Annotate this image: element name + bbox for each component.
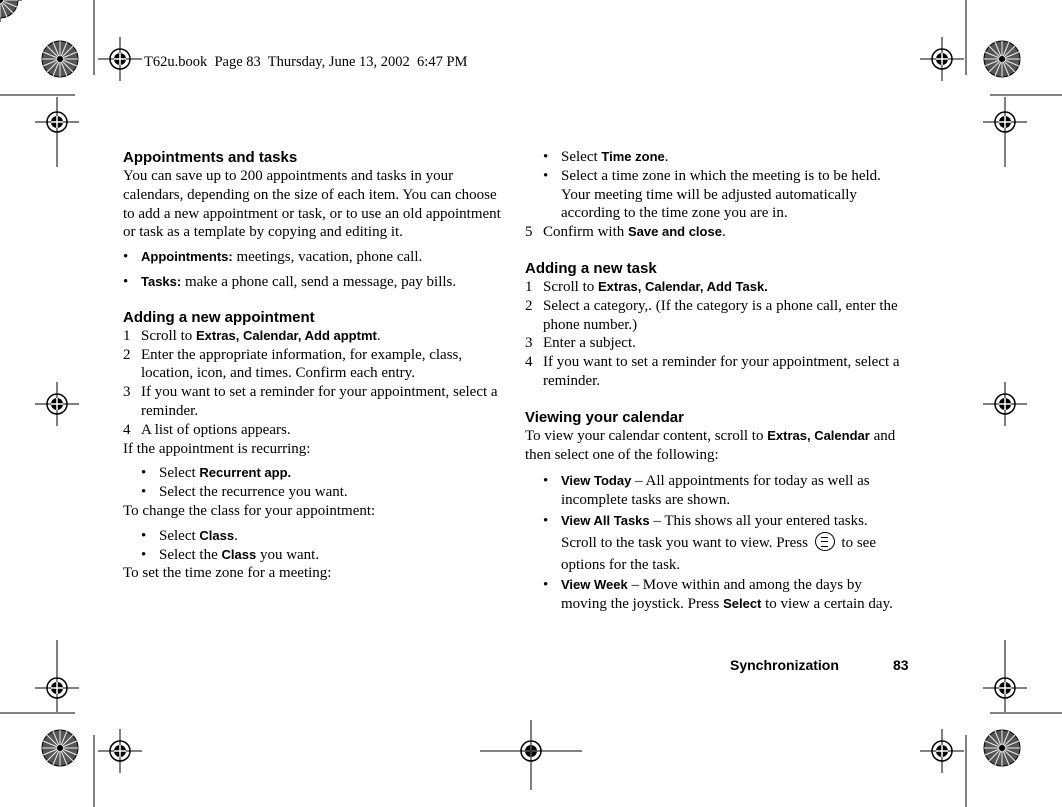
heading-adding-task: Adding a new task [525,259,657,277]
recurring-list [123,464,506,502]
list-item: • Select Recurrent app. [141,465,292,482]
types-list [123,248,506,292]
step-item: 1 Scroll to Extras, Calendar, Add Task. [525,278,768,295]
intro-paragraph: You can save up to 200 appointments and tasks in your calendars, depending on the size of each item. You can choose to add a new appointment or task, or to use an old appointment or task as a template by copying and editing it. [123,168,501,241]
list-item: • View Week – Move within and among the days by moving the joystick. Press Select to view a certain day. [543,576,893,612]
class-list [123,527,506,565]
heading-adding-appointment: Adding a new appointment [123,308,315,326]
recurring-intro: If the appointment is recurring: [123,440,311,457]
right-column [525,148,910,614]
list-item: • Tasks: make a phone call, send a message, pay bills. [123,273,457,290]
step-item: 4 If you want to set a reminder for your appointment, select a reminder. [525,354,900,389]
list-item: • Select Class. [141,527,238,544]
step-item: 2 Select a category,. (If the category is a phone call, enter the phone number.) [525,297,898,333]
heading-appointments-tasks: Appointments and tasks [123,149,298,166]
view-intro: To view your calendar content, scroll to Extras, Calendar and then select one of the following: [525,427,896,463]
book-header-note: T62u.book Page 83 Thursday, June 13, 2002 6:47 PM [144,54,468,70]
appointment-steps [123,327,506,440]
task-steps [525,278,910,391]
color-wheel-icon [0,0,18,18]
footer-page-number: 83 [893,657,909,673]
footer-section-title: Synchronization [730,657,839,673]
view-options-list [525,472,910,613]
confirm-step [525,223,910,242]
step-item: 1 Scroll to Extras, Calendar, Add apptmt. [123,327,381,344]
step-item: 5 Confirm with Save and close. [525,224,726,241]
heading-viewing-calendar: Viewing your calendar [525,408,684,426]
list-item: • Select the Class you want. [141,546,320,563]
class-intro: To change the class for your appointment: [123,502,376,519]
left-column [123,148,506,583]
step-item: 4 A list of options appears. [123,421,291,438]
timezone-intro: To set the time zone for a meeting: [123,565,332,582]
step-item: 2 Enter the appropriate information, for example, class, location, icon, and times. Confirm each entry. [123,346,463,382]
list-item: • Select Time zone. [543,149,669,165]
step-item: 3 Enter a subject. [525,335,636,352]
list-item: • Select the recurrence you want. [141,484,348,501]
list-item: • View All Tasks – This shows all your entered tasks. Scroll to the task you want to view. Press to see options for the task. [543,512,876,573]
step-item: 3 If you want to set a reminder for your appointment, select a reminder. [123,384,498,419]
menu-key-icon [815,532,835,551]
list-item: • Select a time zone in which the meeting is to be held. Your meeting time will be adjusted automatically according to the time zone you are in. [543,167,881,222]
list-item: • Appointments: meetings, vacation, phone call. [123,249,423,266]
list-item: • View Today – All appointments for today as well as incomplete tasks are shown. [543,473,870,509]
timezone-list [525,148,910,223]
